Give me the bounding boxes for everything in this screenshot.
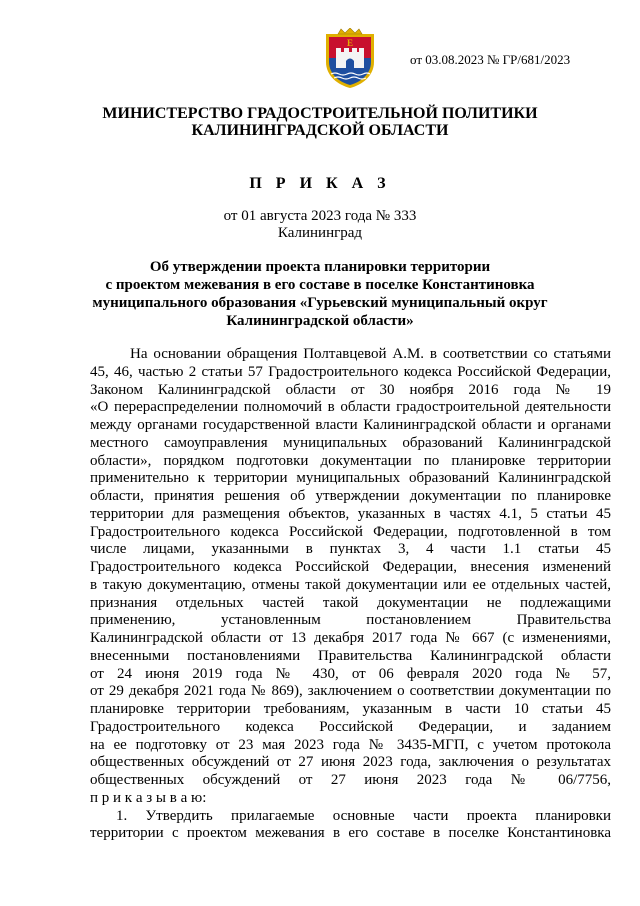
body-line: признания отдельных частей такой документации не подлежащими: [90, 594, 611, 611]
body-line: в такую документацию, отмены такой документации или ее отдельных частей,: [90, 576, 611, 593]
body-line: «О перераспределении полномочий в области градостроительной деятельности: [90, 399, 611, 416]
body-line: применительно к территории муниципальных образований Калининградской: [90, 470, 611, 487]
subject-line: муниципального образования «Гурьевский муниципальный округ: [92, 295, 548, 311]
body-line: На основании обращения Полтавцевой А.М. в соответствии со статьями: [130, 346, 611, 362]
body-line: местного самоуправления муниципальных образований Калининградской: [90, 434, 611, 451]
body-line: внесенными постановлениями Правительства Калининградской области: [90, 647, 611, 664]
body-line: планировке территории требованиям, указанным в части 10 статьи 45: [90, 701, 611, 717]
body-line: общественных обсуждений от 27 июня 2023 года № 06/7756,: [90, 772, 611, 788]
body-line: Градостроительного кодекса Российской Федерации, подготовленной в том: [90, 523, 611, 540]
body-line: от 24 июня 2019 года № 430, от 06 февраля 2020 года № 57,: [90, 665, 611, 682]
body-line: применению, установленным постановлением Правительства: [90, 612, 611, 629]
body-line: между органами государственной власти Калининградской области и органами: [90, 417, 611, 433]
body-line: Градостроительного кодекса Российской Федерации, внесения изменений: [90, 559, 611, 575]
body-line: общественных обсуждений от 27 июня 2023 года, заключения о результатах: [90, 754, 611, 771]
ministry-name-line: МИНИСТЕРСТВО ГРАДОСТРОИТЕЛЬНОЙ ПОЛИТИКИ: [102, 105, 538, 122]
body-line: числе лицами, указанными в пунктах 3, 4 части 1.1 статьи 45: [90, 541, 611, 558]
order-date-block: [40, 208, 600, 242]
body-line: территории для размещения объектов, указанных в частях 4.1, 5 статьи 45: [90, 505, 611, 522]
body-line: Законом Калининградской области от 30 ноября 2016 года № 19: [90, 381, 611, 398]
prikazyvayu: п р и к а з ы в а ю:: [90, 789, 207, 806]
subject-line: Калининградской области»: [226, 313, 414, 329]
order-body: [90, 346, 611, 843]
subject-line: Об утверждении проекта планировки территории: [149, 259, 491, 275]
body-line: от 29 декабря 2021 года № 869), заключением о соответствии документации по: [90, 683, 611, 700]
coat-of-arms-icon: [322, 28, 378, 90]
body-line: области», порядком подготовки документации по планировке территории: [90, 452, 611, 469]
order-city: Калининград: [277, 225, 363, 241]
body-line: Градостроительного кодекса Российской Федерации, и заданием: [90, 718, 611, 735]
document-type: П Р И К А З: [249, 175, 391, 192]
item-1-line: 1. Утвердить прилагаемые основные части проекта планировки: [116, 807, 611, 824]
svg-text:E: E: [346, 38, 354, 48]
body-line: области, принятия решения об утверждении документации по планировке: [90, 488, 611, 504]
body-line: Калининградской области от 13 декабря 2017 года № 667 (с изменениями,: [90, 630, 611, 646]
body-line: 45, 46, частью 2 статьи 57 Градостроительного кодекса Российской Федерации,: [90, 363, 611, 380]
subject-line: с проектом межевания в его составе в поселке Константиновка: [105, 277, 535, 293]
body-line: на ее подготовку от 23 мая 2023 года № 3435-МГП, с учетом протокола: [90, 736, 611, 753]
order-subject: [40, 258, 600, 330]
order-date: от 01 августа 2023 года № 333: [223, 208, 417, 224]
ministry-name-line: КАЛИНИНГРАДСКОЙ ОБЛАСТИ: [191, 122, 449, 139]
registration-number: от 03.08.2023 № ГР/681/2023: [410, 52, 571, 67]
ministry-name: [40, 105, 600, 139]
item-1-line: территории с проектом межевания в его составе в поселке Константиновка: [90, 825, 611, 842]
